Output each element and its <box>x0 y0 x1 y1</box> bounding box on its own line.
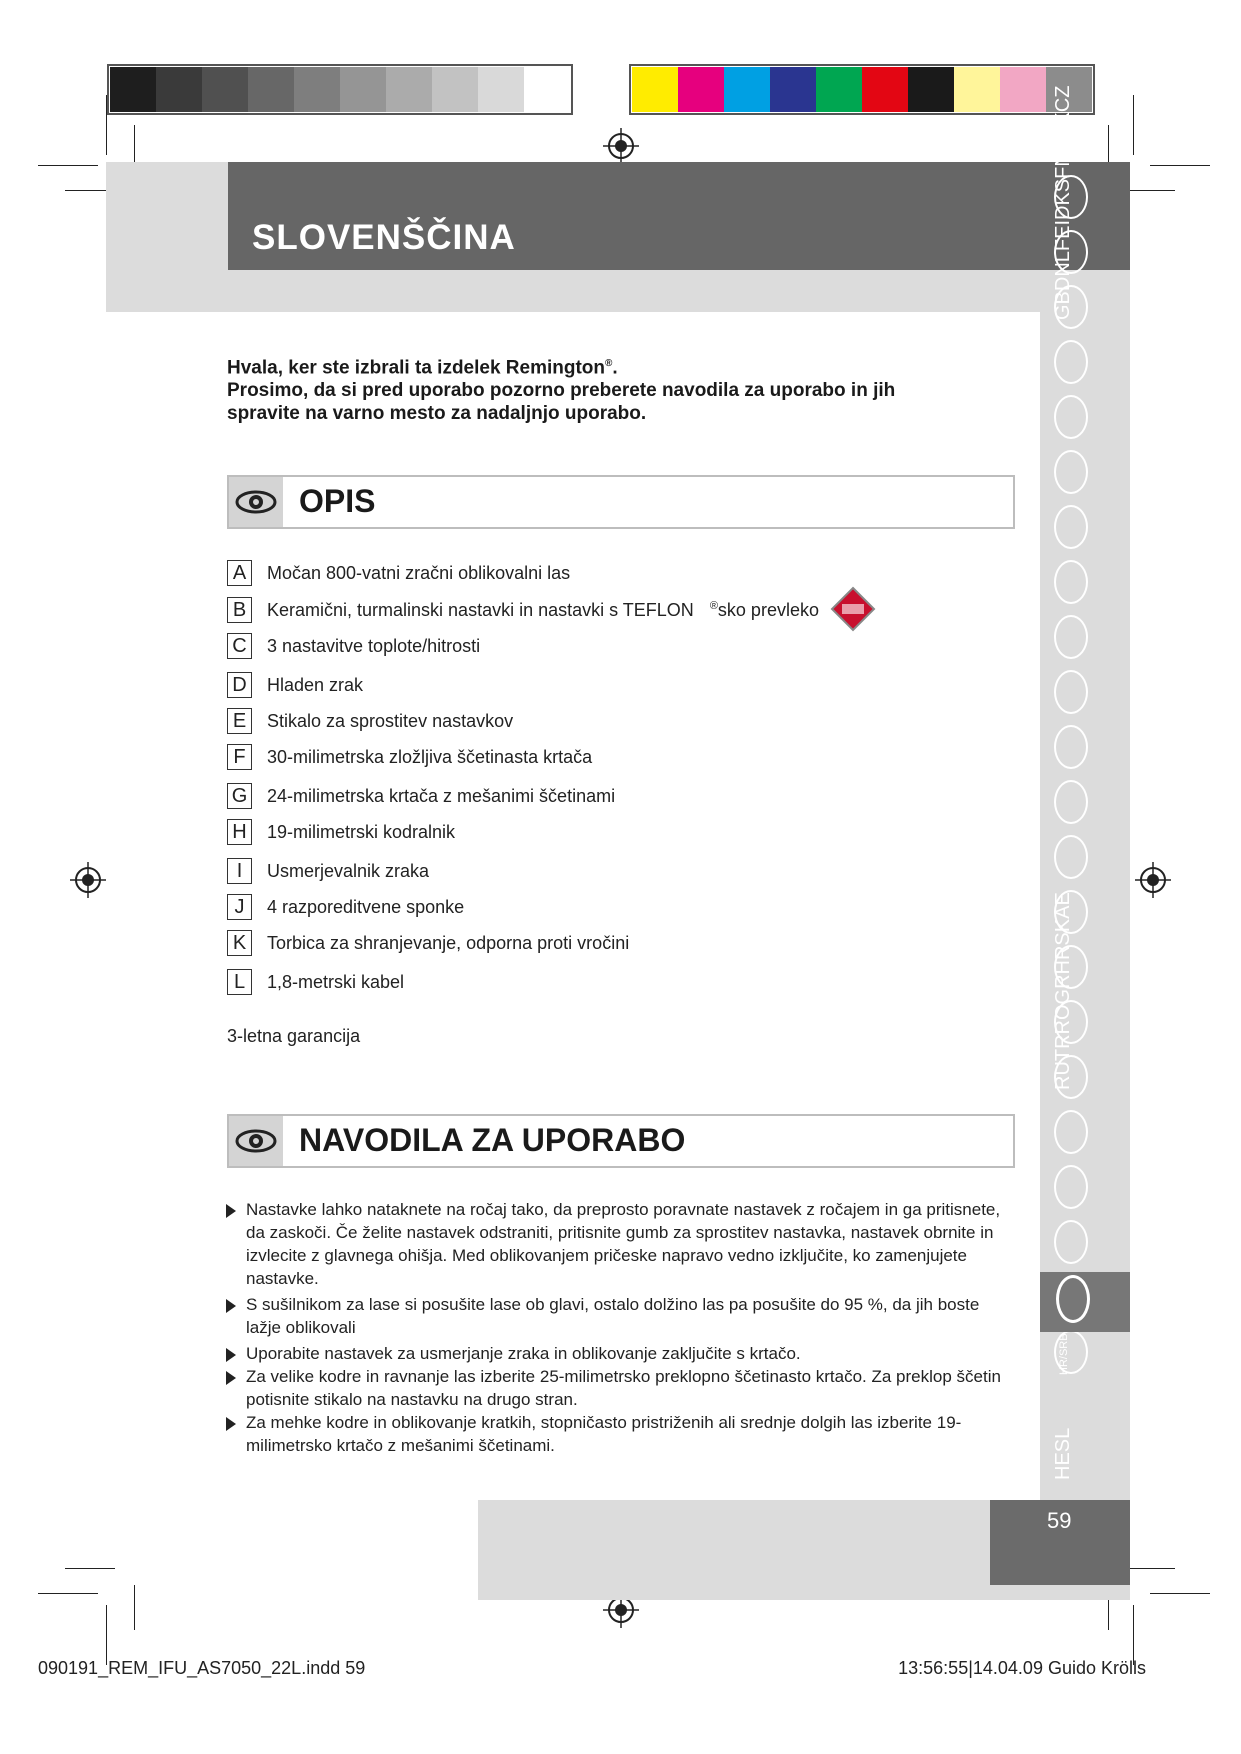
intro-text <box>227 352 987 425</box>
item-letter: F <box>227 744 252 770</box>
item-letter: L <box>227 969 252 995</box>
language-tab-ring <box>1054 615 1088 659</box>
item-text: Usmerjevalnik zraka <box>267 860 430 881</box>
list-item <box>227 818 455 846</box>
page-number: 59 <box>1047 1508 1072 1533</box>
bullet-text: S sušilnikom za lase si posušite lase ob glavi, ostalo dolžino las pa posušite do 95 %, da jih boste lažje oblikovali <box>246 1295 980 1337</box>
item-letter: J <box>227 894 252 920</box>
crop-mark <box>1133 95 1134 155</box>
language-tab-ring <box>1054 340 1088 384</box>
intro-line-3: spravite na varno mesto za nadaljnjo uporabo. <box>227 403 647 425</box>
item-text: Močan 800-vatni zračni oblikovalni las <box>267 562 571 583</box>
list-item <box>226 1342 1006 1365</box>
intro-line-1: Hvala, ker ste izbrali ta izdelek Remington <box>227 357 606 379</box>
bullet-arrow-icon <box>226 1204 236 1218</box>
crop-mark <box>65 1568 115 1569</box>
registered-mark: ® <box>605 358 613 369</box>
item-text: Hladen zrak <box>267 674 364 695</box>
crop-mark <box>38 165 98 166</box>
bullet-text: Uporabite nastavek za usmerjanje zraka in oblikovanje zaključite s krtačo. <box>246 1344 801 1363</box>
language-tab-ring <box>1054 835 1088 879</box>
item-letter: D <box>227 672 252 698</box>
list-item <box>227 857 429 885</box>
item-letter: K <box>227 930 252 956</box>
crop-mark <box>38 1593 98 1594</box>
language-tab-ring <box>1054 505 1088 549</box>
item-text: 1,8-metrski kabel <box>267 971 405 992</box>
list-item <box>227 782 615 810</box>
list-item <box>227 671 363 699</box>
list-item <box>227 929 629 957</box>
eye-icon <box>229 477 283 527</box>
footer-timestamp: 13:56:55|14.04.09 Guido Krölls <box>898 1658 1146 1678</box>
language-tab-ring <box>1054 780 1088 824</box>
list-item <box>227 559 570 587</box>
language-tab-ring <box>1054 395 1088 439</box>
list-item <box>226 1198 1006 1290</box>
item-letter: I <box>227 858 252 884</box>
item-text: 4 razporeditvene sponke <box>267 896 465 917</box>
list-item <box>226 1365 1006 1411</box>
color-bar-frame <box>107 64 573 115</box>
crop-mark <box>1133 1605 1134 1665</box>
list-item <box>227 707 513 735</box>
list-item <box>227 743 592 771</box>
crop-mark <box>1130 190 1175 191</box>
list-item <box>227 968 404 996</box>
item-letter: G <box>227 783 252 809</box>
language-tab-ring <box>1054 450 1088 494</box>
list-item <box>226 1411 1006 1457</box>
crop-mark <box>106 1605 107 1665</box>
crop-mark <box>134 1585 135 1630</box>
item-letter: E <box>227 708 252 734</box>
registration-mark-icon <box>70 862 106 898</box>
language-tab-ring <box>1054 1110 1088 1154</box>
item-text: 30-milimetrska zložljiva ščetinasta krtača <box>267 746 593 767</box>
language-tab-ring <box>1054 1220 1088 1264</box>
bullet-arrow-icon <box>226 1417 236 1431</box>
page-title: SLOVENŠČINA <box>252 218 516 257</box>
registered-mark: ® <box>709 599 718 612</box>
crop-mark <box>1130 1568 1175 1569</box>
item-text: 24-milimetrska krtača z mešanimi ščetinami <box>267 785 616 806</box>
item-text: Stikalo za sprostitev nastavkov <box>267 710 514 731</box>
registration-mark-icon <box>1135 862 1171 898</box>
header-grey-strip <box>106 270 1052 312</box>
section-header-navodila <box>227 1114 1015 1168</box>
item-text: Keramični, turmalinski nastavki in nastavki s TEFLON ®sko prevleko <box>267 599 819 620</box>
item-text: 19-milimetrski kodralnik <box>267 821 456 842</box>
item-letter: B <box>227 597 252 623</box>
bullet-text: Nastavke lahko nataknete na ročaj tako, da preprosto poravnate nastavek z ročajem in ga pritisnete, da zaskoči. Če želite nastavek odstraniti, pritisnite gumb za sprostitev nastavka, nastavek obrnite in izvlecite z glavnega ohišja. Med oblikovanjem pričeske napravo vedno izključite, ko zamenjujete nastavke. <box>246 1200 1001 1288</box>
item-letter: C <box>227 633 252 659</box>
language-tab-ring <box>1054 725 1088 769</box>
language-tab-ring <box>1054 1165 1088 1209</box>
section-title-navodila: NAVODILA ZA UPORABO <box>299 1122 686 1158</box>
intro-line-2: Prosimo, da si pred uporabo pozorno preberete navodila za uporabo in jih <box>227 380 896 402</box>
bullet-text: Za mehke kodre in oblikovanje kratkih, stopničasto pristriženih ali srednje dolgih las izberite 19-milimetrsko krtačo z mešanimi ščetinami. <box>246 1413 962 1455</box>
list-item <box>227 893 464 921</box>
bullet-arrow-icon <box>226 1348 236 1362</box>
color-bar-frame <box>629 64 1095 115</box>
teflon-logo-icon <box>830 586 876 632</box>
intro-line-1-end: . <box>612 357 618 379</box>
section-header-opis <box>227 475 1015 529</box>
item-text: 3 nastavitve toplote/hitrosti <box>267 635 481 656</box>
crop-mark <box>1150 165 1210 166</box>
language-tab-ring <box>1054 670 1088 714</box>
item-text: Torbica za shranjevanje, odporna proti vročini <box>267 932 630 953</box>
bullet-text: Za velike kodre in ravnanje las izberite 25-milimetrsko preklopno ščetinasto krtačo. Za preklop ščetin potisnite stikalo na nastavku na drugo stran. <box>246 1367 1001 1409</box>
list-item <box>226 1293 1006 1339</box>
bullet-arrow-icon <box>226 1299 236 1313</box>
footer-file-info: 090191_REM_IFU_AS7050_22L.indd 59 <box>38 1658 366 1678</box>
item-letter: A <box>227 560 252 586</box>
crop-mark <box>106 95 107 155</box>
warranty-text: 3-letna garancija <box>227 1026 361 1046</box>
crop-mark <box>1150 1593 1210 1594</box>
list-item <box>227 596 819 624</box>
section-title-opis: OPIS <box>299 483 376 519</box>
eye-icon <box>229 1116 283 1166</box>
bullet-arrow-icon <box>226 1371 236 1385</box>
registration-mark-icon <box>603 128 639 164</box>
language-tab-ring <box>1054 560 1088 604</box>
item-letter: H <box>227 819 252 845</box>
list-item <box>227 632 480 660</box>
